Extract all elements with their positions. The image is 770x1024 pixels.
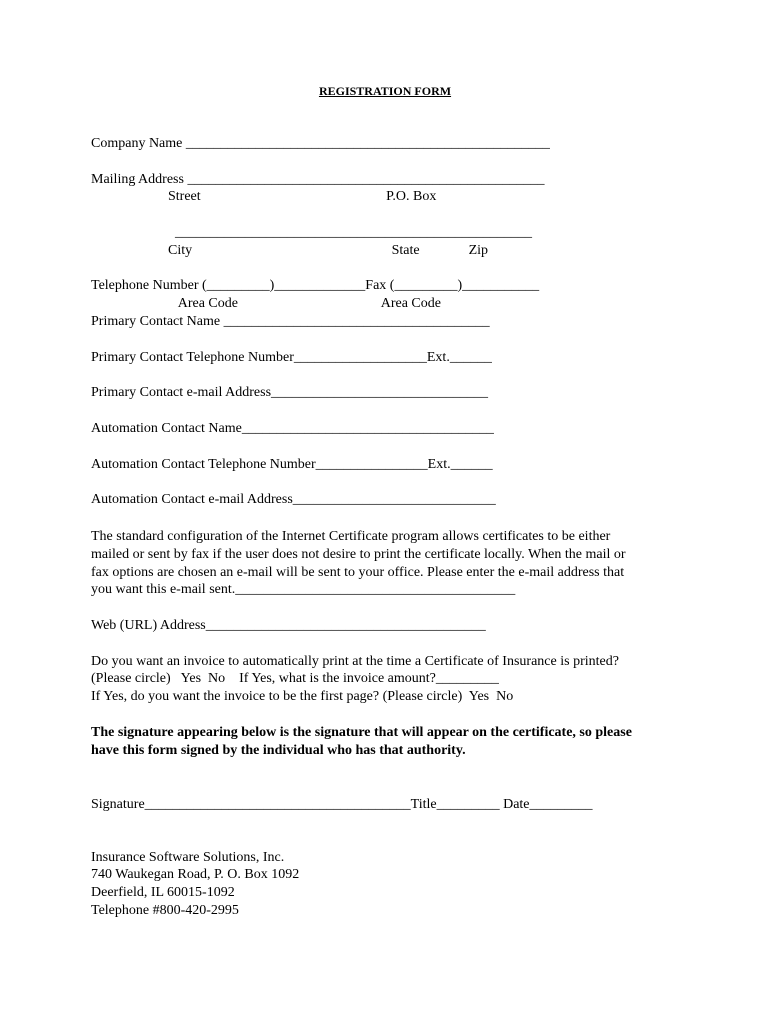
invoice-question: Do you want an invoice to automatically print at the time a Certificate of Insurance is printed? <box>91 654 619 669</box>
company-address-line: Deerfield, IL 60015-1092 <box>91 885 235 900</box>
automation-contact-phone-field[interactable]: Automation Contact Telephone Number________________Ext.______ <box>91 457 493 472</box>
web-url-field[interactable]: Web (URL) Address________________________________________ <box>91 618 486 633</box>
telephone-fax-field[interactable]: Telephone Number (_________)_____________Fax (_________)___________ <box>91 278 540 293</box>
primary-contact-email-field[interactable]: Primary Contact e-mail Address_______________________________ <box>91 385 489 400</box>
paragraph-line: mailed or sent by fax if the user does not desire to print the certificate locally. When the mail or <box>91 547 626 562</box>
paragraph-line: fax options are chosen an e-mail will be sent to your office. Please enter the e-mail address that <box>91 565 625 580</box>
email-sent-field[interactable]: you want this e-mail sent.________________________________________ <box>91 582 516 597</box>
signature-note: The signature appearing below is the signature that will appear on the certificate, so please <box>91 725 632 740</box>
invoice-first-page-question[interactable]: If Yes, do you want the invoice to be the first page? (Please circle) Yes No <box>91 689 514 704</box>
signature-note: have this form signed by the individual who has that authority. <box>91 743 466 758</box>
mailing-address-field[interactable]: Mailing Address ___________________________________________________ <box>91 172 545 187</box>
street-po-labels: Street P.O. Box <box>91 189 437 204</box>
company-name-field[interactable]: Company Name ____________________________________________________ <box>91 136 550 151</box>
automation-contact-email-field[interactable]: Automation Contact e-mail Address_____________________________ <box>91 492 496 507</box>
signature-title-date-field[interactable]: Signature______________________________________Title_________ Date_________ <box>91 797 593 812</box>
primary-contact-name-field[interactable]: Primary Contact Name ______________________________________ <box>91 314 490 329</box>
form-title: REGISTRATION FORM <box>318 84 452 98</box>
company-telephone: Telephone #800-420-2995 <box>91 903 239 918</box>
automation-contact-name-field[interactable]: Automation Contact Name____________________________________ <box>91 421 494 436</box>
city-state-zip-labels: City State Zip <box>91 243 489 258</box>
company-address-line: Insurance Software Solutions, Inc. <box>91 850 285 865</box>
area-code-labels: Area Code Area Code <box>91 296 441 311</box>
paragraph-line: The standard configuration of the Internet Certificate program allows certificates to be either <box>91 529 611 544</box>
invoice-amount-field[interactable]: (Please circle) Yes No If Yes, what is the invoice amount?_________ <box>91 671 499 686</box>
city-state-zip-field[interactable]: ___________________________________________________ <box>91 225 532 240</box>
company-address-line: 740 Waukegan Road, P. O. Box 1092 <box>91 867 300 882</box>
primary-contact-phone-field[interactable]: Primary Contact Telephone Number___________________Ext.______ <box>91 350 492 365</box>
